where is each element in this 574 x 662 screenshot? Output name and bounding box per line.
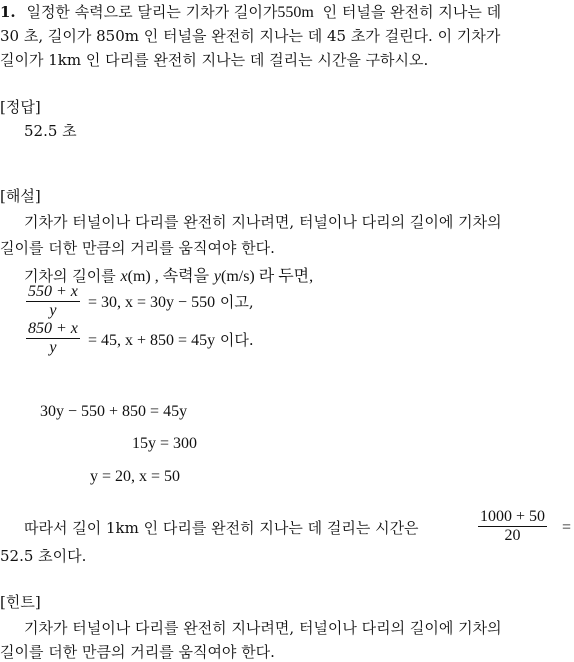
conclusion-fraction xyxy=(478,508,547,545)
equation-2: 15y = 300 xyxy=(132,435,198,452)
problem-text-1a: 일정한 속력으로 달리는 기차가 길이가 xyxy=(26,3,278,21)
fraction-2-rest: = 45, x + 850 = 45y 이다. xyxy=(88,331,254,349)
problem-number: 1. xyxy=(0,3,16,21)
unit-x: (m) , 속력을 xyxy=(127,268,210,285)
fraction-1-rest: = 30, x = 30y − 550 이고, xyxy=(88,293,254,311)
fraction-2-denominator: y xyxy=(49,339,57,356)
solution-p1-line-1: 기차가 터널이나 다리를 완전히 지나려면, 터널이나 다리의 길이에 기차의 xyxy=(24,213,502,231)
solution-p2-prefix: 기차의 길이를 xyxy=(24,267,116,285)
conclusion-line-1: 따라서 길이 1km 인 다리를 완전히 지나는 데 걸리는 시간은 xyxy=(24,519,419,537)
fraction-1-denominator: y xyxy=(49,302,57,319)
problem-text-1b: 550m xyxy=(277,4,314,21)
solution-header: [해설] xyxy=(0,187,41,205)
conclusion-equals: = xyxy=(562,519,572,536)
conclusion-line-2: 52.5 초이다. xyxy=(0,547,87,565)
problem-text-1c: 인 터널을 완전히 지나는 데 xyxy=(322,3,502,21)
conclusion-numerator: 1000 + 50 xyxy=(480,508,546,525)
unit-y: (m/s) 라 두면, xyxy=(220,268,314,285)
fraction-1-numerator: 550 + x xyxy=(28,283,78,300)
fraction-2 xyxy=(26,320,80,357)
hint-header: [힌트] xyxy=(0,593,41,611)
answer-value: 52.5 초 xyxy=(24,122,77,140)
problem-line-3: 길이가 1km 인 다리를 완전히 지나는 데 걸리는 시간을 구하시오. xyxy=(0,51,429,69)
conclusion-denominator: 20 xyxy=(504,527,521,544)
equation-3: y = 20, x = 50 xyxy=(90,468,181,485)
hint-line-2: 길이를 더한 만큼의 거리를 움직여야 한다. xyxy=(0,643,275,661)
answer-header: [정답] xyxy=(0,98,41,116)
var-x: x xyxy=(120,268,128,285)
var-y: y xyxy=(213,268,221,285)
hint-line-1: 기차가 터널이나 다리를 완전히 지나려면, 터널이나 다리의 길이에 기차의 xyxy=(24,619,502,637)
problem-line-1 xyxy=(0,2,501,23)
problem-line-2: 30 초, 길이가 850m 인 터널을 완전히 지나는 데 45 초가 걸린다. 이 기차가 xyxy=(0,27,501,45)
fraction-1 xyxy=(26,283,80,320)
fraction-2-numerator: 850 + x xyxy=(28,320,78,337)
equation-1: 30y − 550 + 850 = 45y xyxy=(40,403,188,420)
solution-p1-line-2: 길이를 더한 만큼의 거리를 움직여야 한다. xyxy=(0,239,275,257)
